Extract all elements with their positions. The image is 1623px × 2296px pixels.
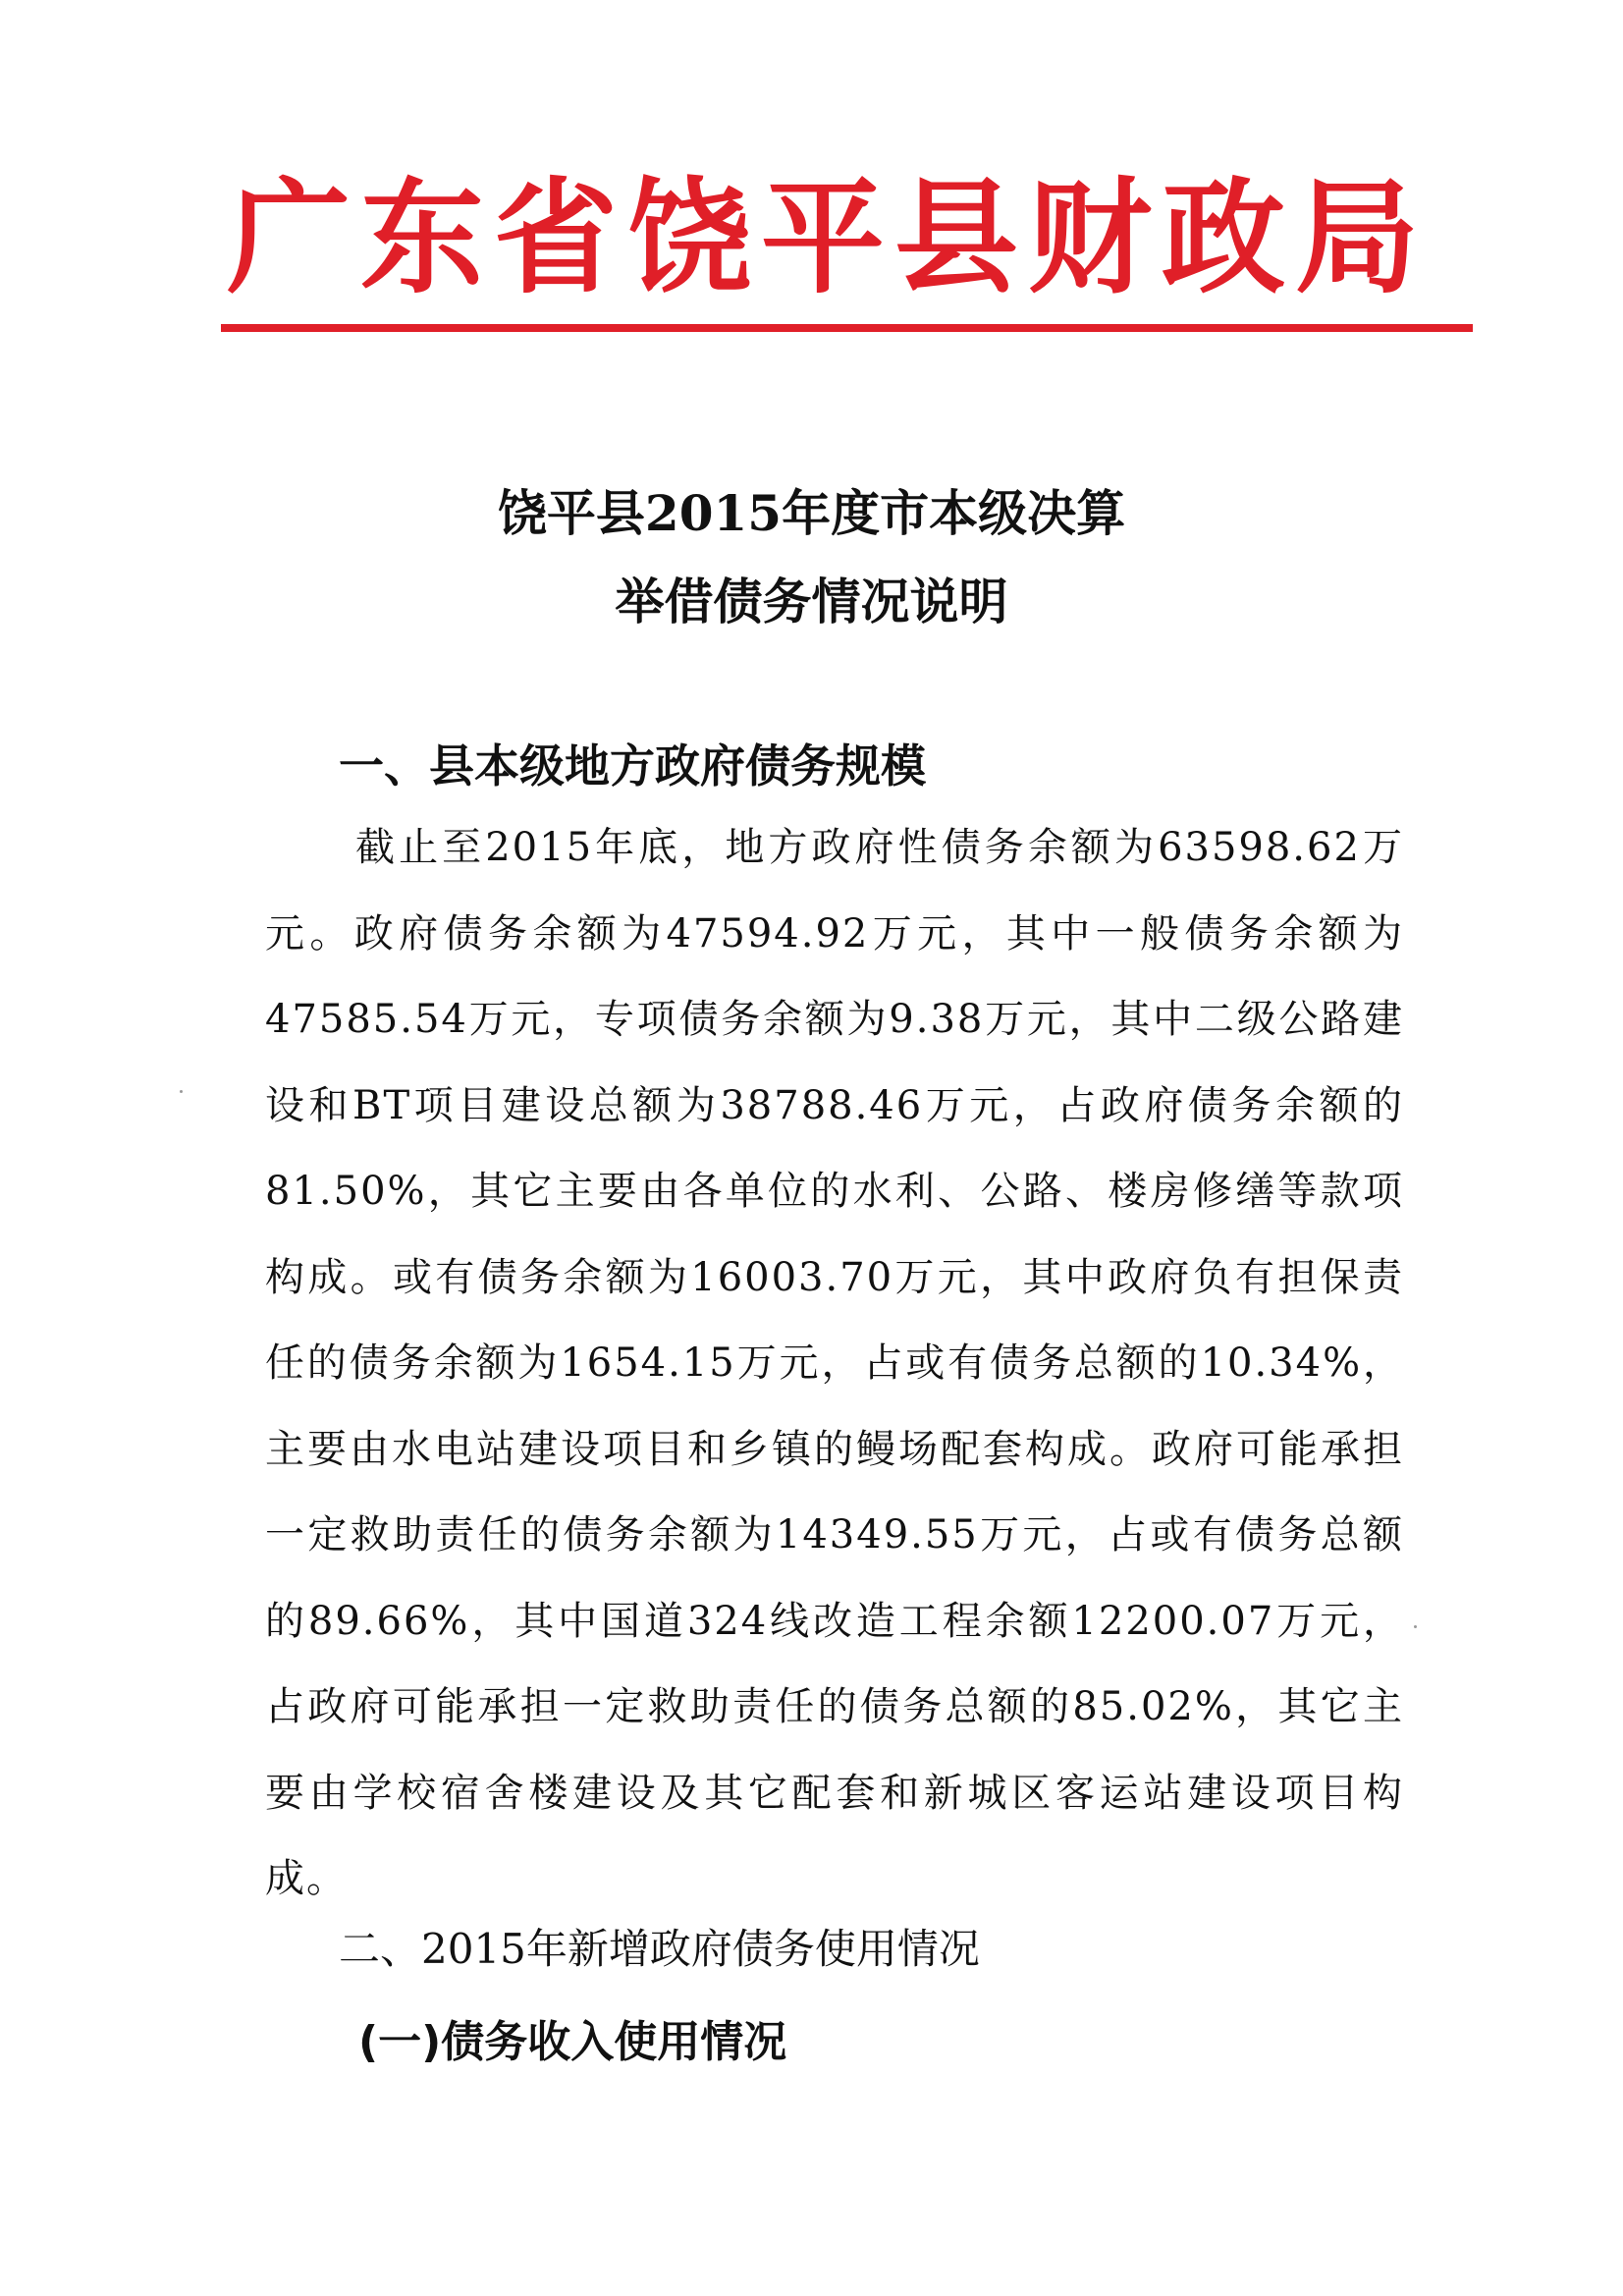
scan-speck <box>180 1090 183 1093</box>
document-title-line-1: 饶平县2015年度市本级决算 <box>497 484 1126 542</box>
scan-speck <box>1414 1625 1417 1628</box>
section-2-subheading-1: (一)债务收入使用情况 <box>358 2017 787 2067</box>
masthead-red-rule <box>221 324 1473 332</box>
masthead-title: 广东省饶平县财政局 <box>227 166 1429 310</box>
section-1-heading: 一、县本级地方政府债务规模 <box>339 739 926 793</box>
document-title-line-2: 举借债务情况说明 <box>615 573 1008 630</box>
section-2-heading: 二、2015年新增政府债务使用情况 <box>339 1925 980 1973</box>
section-1-body-paragraph: 截止至2015年底，地方政府性债务余额为63598.62万元。政府债务余额为47594.92万元，其中一般债务余额为47585.54万元，专项债务余额为9.38万元，其中二级公路建设和BT项目建设总额为38788.46万元，占政府债务余额的81.50%，其它主要由各单位的水利、公路、楼房修缮等款项构成。或有债务余额为16003.70万元，其中政府负有担保责任的债务余额为1654.15万元，占或有债务总额的10.34%，主要由水电站建设项目和乡镇的鳗场配套构成。政府可能承担一定救助责任的债务余额为14349.55万元，占或有债务总额的89.66%，其中国道324线改造工程余额12200.07万元，占政府可能承担一定救助责任的债务总额的85.02%，其它主要由学校宿舍楼建设及其它配套和新城区客运站建设项目构成。 <box>265 825 1404 1901</box>
